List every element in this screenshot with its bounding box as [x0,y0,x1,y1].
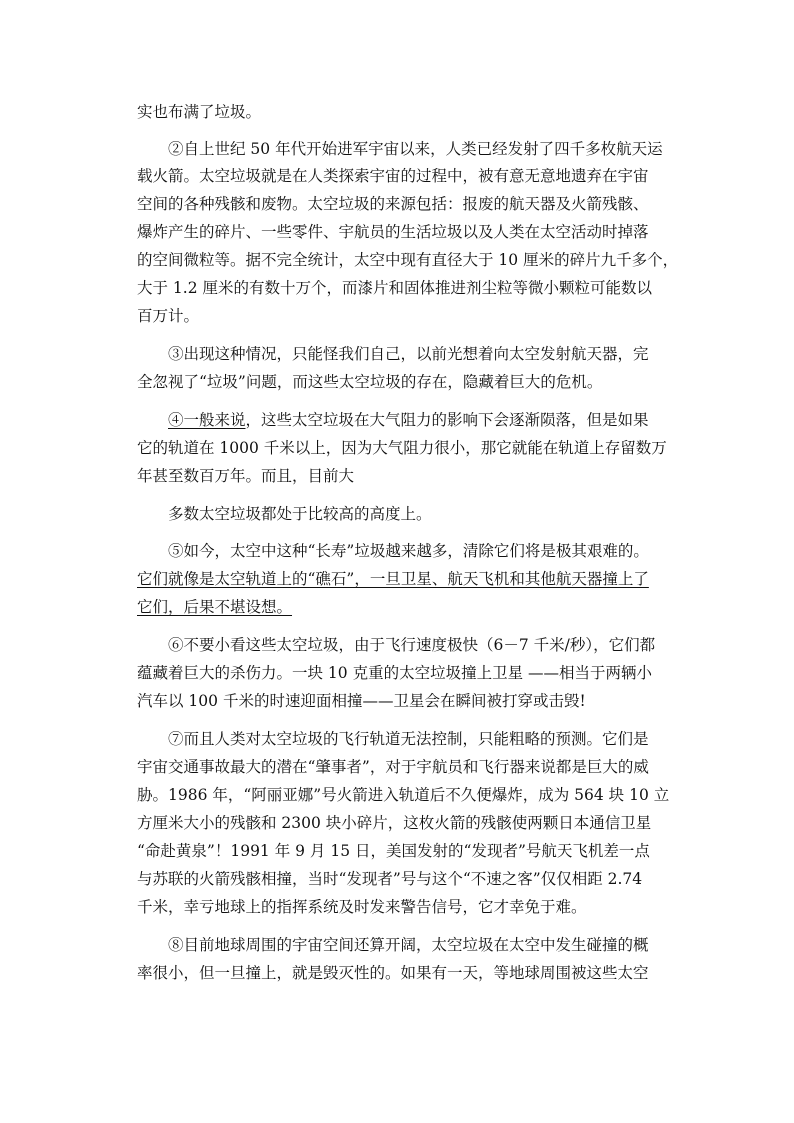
text-line: “命赴黄泉”！1991 年 9 月 15 日，美国发射的“发现者”号航天飞机差一点 [137,842,650,860]
text-line: ⑤如今，太空中这种“长寿”垃圾越来越多，清除它们将是极其艰难的。 [168,542,649,560]
text-line: 它的轨道在 1000 千米以上，因为大气阻力很小，那它就能在轨道上存留数万 [137,439,667,457]
text-line: ③出现这种情况，只能怪我们自己，以前光想着向太空发射航天器，完 [168,345,649,363]
text-line: 空间的各种残骸和废物。太空垃圾的来源包括：报废的航天器及火箭残骸、 [137,195,649,213]
text-line: 蕴藏着巨大的杀伤力。一块 10 克重的太空垃圾撞上卫星 ——相当于两辆小 [137,664,653,682]
text-line: ⑥不要小看这些太空垃圾，由于飞行速度极快（6－7 千米/秒），它们都 [168,636,656,654]
text-line [168,409,649,431]
text-line: ②自上世纪 50 年代开始进军宇宙以来，人类已经发射了四千多枚航天运 [168,140,663,158]
text-line: ⑦而且人类对太空垃圾的飞行轨道无法控制，只能粗略的预测。它们是 [168,730,649,748]
text-line: 爆炸产生的碎片、一些零件、宇航员的生活垃圾以及人类在太空活动时掉落 [137,223,649,241]
text-line: 率很小，但一旦撞上，就是毁灭性的。如果有一天，等地球周围被这些太空 [137,964,649,982]
text-line: 全忽视了“垃圾”问题，而这些太空垃圾的存在，隐藏着巨大的危机。 [137,373,603,391]
text-line: 的空间微粒等。据不完全统计，太空中现有直径大于 10 厘米的碎片九千多个， [137,251,679,269]
text-line: 宇宙交通事故最大的潜在“肇事者”，对于宇航员和飞行器来说都是巨大的威 [137,758,649,776]
text-span: ，这些太空垃圾在大气阻力的影响下会逐渐陨落，但是如果 [245,411,649,429]
text-line: 它们就像是太空轨道上的“礁石”，一旦卫星、航天飞机和其他航天器撞上了 [137,570,649,588]
text-line: 它们，后果不堪设想。 [137,598,293,616]
text-line: 年甚至数百万年。而且，目前大 [137,467,355,485]
text-line: 实也布满了垃圾。 [137,103,262,121]
text-line: 胁。1986 年，“阿丽亚娜”号火箭进入轨道后不久便爆炸，成为 564 块 10 立 [137,786,670,804]
text-line: 百万计。 [137,307,200,325]
text-line: 与苏联的火箭残骸相撞，当时“发现者”号与这个“不速之客”仅仅相距 2.74 [137,870,643,888]
text-line: 千米，幸亏地球上的指挥系统及时发来警告信号，它才幸免于难。 [137,898,587,916]
underlined-phrase: ④一般来说 [168,411,246,429]
text-line: 多数太空垃圾都处于比较高的高度上。 [168,505,432,523]
text-line: 汽车以 100 千米的时速迎面相撞——卫星会在瞬间被打穿或击毁! [137,692,586,710]
text-line: 载火箭。太空垃圾就是在人类探索宇宙的过程中，被有意无意地遗弃在宇宙 [137,167,649,185]
text-line: ⑧目前地球周围的宇宙空间还算开阔，太空垃圾在太空中发生碰撞的概 [168,936,649,954]
text-line: 方厘米大小的残骸和 2300 块小碎片，这枚火箭的残骸使两颗日本通信卫星 [137,814,652,832]
text-line: 大于 1.2 厘米的有数十万个，而漆片和固体推进剂尘粒等微小颗粒可能数以 [137,279,653,297]
